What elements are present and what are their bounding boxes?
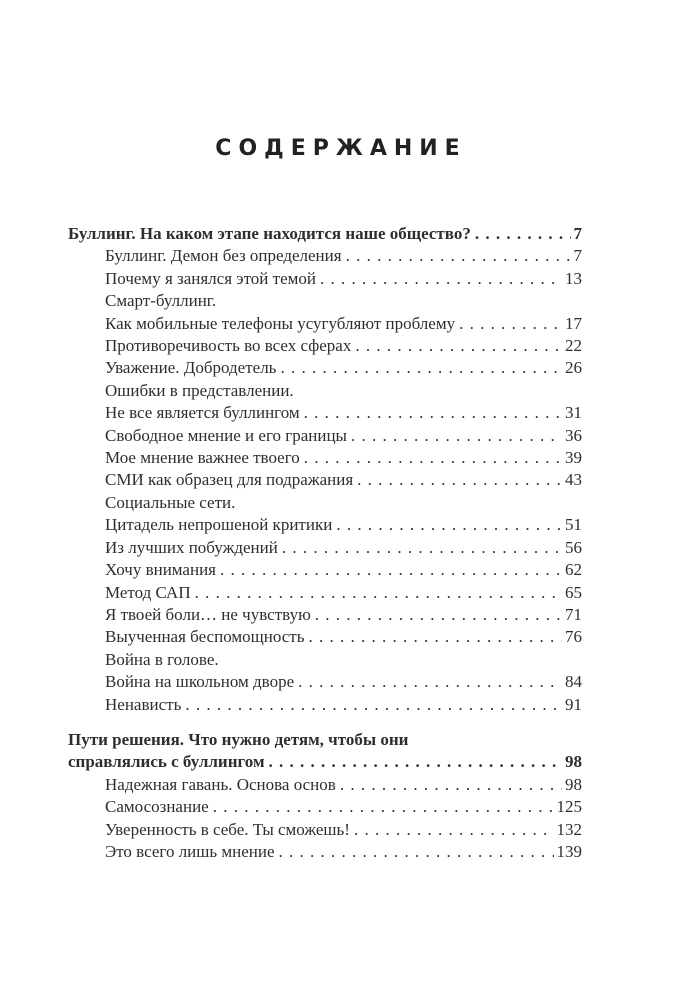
page-number: 31: [565, 403, 582, 423]
page-number: 84: [565, 672, 582, 692]
page-number: 139: [556, 841, 582, 861]
dot-leader: [346, 245, 571, 267]
entry-label: Ненависть: [105, 694, 182, 714]
toc-entry-line: [68, 514, 582, 536]
page-number: 51: [565, 515, 582, 535]
entry-label: Свободное мнение и его границы: [105, 425, 347, 445]
dot-leader: [195, 582, 562, 604]
entry-label: Как мобильные телефоны усугубляют проблему: [105, 313, 456, 333]
dot-leader: [279, 841, 554, 863]
toc-section: [68, 223, 582, 716]
dot-leader: [269, 751, 562, 773]
dot-leader: [357, 469, 562, 491]
entry-label: Почему я занялся этой темой: [105, 268, 316, 288]
entry-label: Метод САП: [105, 582, 191, 602]
entry-label: Уважение. Добродетель: [105, 358, 277, 378]
dot-leader: [351, 425, 562, 447]
dot-leader: [354, 819, 554, 841]
toc-entry-line: [68, 694, 582, 716]
toc-list: [0, 161, 682, 863]
toc-entry-line: [68, 626, 582, 648]
entry-label: Мое мнение важнее твоего: [105, 448, 300, 468]
entry-label: Противоречивость во всех сферах: [105, 336, 352, 356]
page-number: 39: [565, 448, 582, 468]
toc-entry-line: [68, 313, 582, 335]
toc-entry-line: [68, 469, 582, 491]
toc-entry-line: [68, 268, 582, 290]
dot-leader: [213, 796, 554, 818]
page-number: 76: [565, 627, 582, 647]
dot-leader: [280, 357, 562, 379]
dot-leader: [320, 268, 562, 290]
dot-leader: [336, 514, 562, 536]
page-number: 65: [565, 582, 582, 602]
toc-entry-line: [68, 290, 582, 312]
toc-entry-line: [68, 649, 582, 671]
dot-leader: [308, 626, 562, 648]
page-number: 7: [573, 224, 582, 243]
dot-leader: [459, 313, 562, 335]
toc-entry-line: [68, 447, 582, 469]
dot-leader: [315, 604, 562, 626]
entry-label: Смарт-буллинг.: [105, 291, 217, 311]
page-number: 7: [573, 246, 582, 266]
entry-label: Уверенность в себе. Ты сможешь!: [105, 819, 350, 839]
dot-leader: [304, 447, 562, 469]
entry-label: Буллинг. Демон без определения: [105, 246, 342, 266]
entry-label: Выученная беспомощность: [105, 627, 305, 647]
dot-leader: [185, 694, 562, 716]
toc-section: [68, 729, 582, 863]
page-number: 125: [556, 797, 582, 817]
entry-label: Надежная гавань. Основа основ: [105, 774, 336, 794]
chapter-heading-line: [68, 751, 582, 773]
entry-label: Социальные сети.: [105, 492, 236, 512]
entry-label: Буллинг. На каком этапе находится наше общество?: [68, 224, 471, 243]
toc-entry-line: [68, 357, 582, 379]
page-number: 98: [565, 752, 582, 772]
toc-entry-line: [68, 604, 582, 626]
entry-label: справлялись с буллингом: [68, 752, 265, 772]
entry-label: Из лучших побуждений: [105, 537, 278, 557]
toc-entry-line: [68, 671, 582, 693]
entry-label: Цитадель непрошеной критики: [105, 515, 333, 535]
toc-entry-line: [68, 492, 582, 514]
entry-label: Это всего лишь мнение: [105, 841, 275, 861]
page-number: 91: [565, 694, 582, 714]
page-number: 62: [565, 560, 582, 580]
dot-leader: [475, 223, 571, 245]
chapter-heading-line: [68, 223, 582, 245]
entry-label: Война на школьном дворе: [105, 672, 295, 692]
entry-label: Война в голове.: [105, 649, 219, 669]
page-number: 13: [565, 268, 582, 288]
entry-label: Пути решения. Что нужно детям, чтобы они: [68, 729, 409, 749]
toc-entry-line: [68, 819, 582, 841]
entry-label: Ошибки в представлении.: [105, 380, 294, 400]
page-number: 98: [565, 774, 582, 794]
toc-entry-line: [68, 774, 582, 796]
page-number: 26: [565, 358, 582, 378]
page-number: 22: [565, 336, 582, 356]
dot-leader: [340, 774, 562, 796]
dot-leader: [282, 537, 562, 559]
dot-leader: [298, 671, 562, 693]
entry-label: Самосознание: [105, 797, 209, 817]
toc-entry-line: [68, 537, 582, 559]
entry-label: Не все является буллингом: [105, 403, 300, 423]
page-number: 56: [565, 537, 582, 557]
entry-label: СМИ как образец для подражания: [105, 470, 354, 490]
entry-label: Хочу внимания: [105, 560, 216, 580]
toc-entry-line: [68, 841, 582, 863]
toc-entry-line: [68, 582, 582, 604]
toc-entry-line: [68, 559, 582, 581]
page-number: 17: [565, 313, 582, 333]
dot-leader: [220, 559, 562, 581]
toc-entry-line: [68, 796, 582, 818]
page-number: 71: [565, 604, 582, 624]
toc-entry-line: [68, 425, 582, 447]
toc-entry-line: [68, 380, 582, 402]
toc-entry-line: [68, 335, 582, 357]
entry-label: Я твоей боли… не чувствую: [105, 604, 311, 624]
page-number: 43: [565, 470, 582, 490]
dot-leader: [355, 335, 562, 357]
chapter-heading-line: [68, 729, 582, 751]
page-number: 132: [556, 819, 582, 839]
page-number: 36: [565, 425, 582, 445]
toc-entry-line: [68, 402, 582, 424]
toc-entry-line: [68, 245, 582, 267]
page-title: СОДЕРЖАНИЕ: [215, 136, 467, 161]
dot-leader: [304, 402, 562, 424]
